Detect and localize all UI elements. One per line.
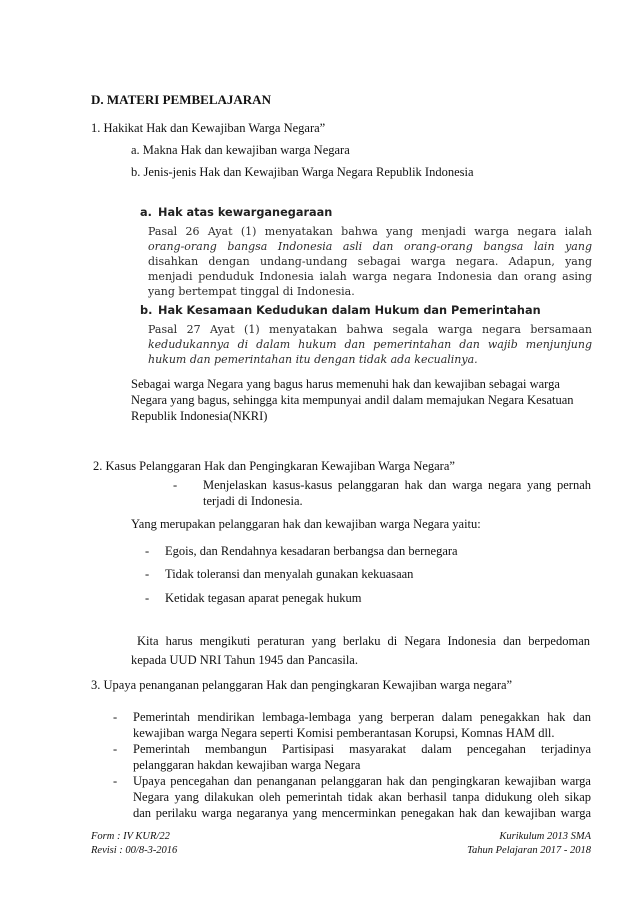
excerpt-b-title: Hak Kesamaan Kedudukan dalam Hukum dan Pemerintahan — [158, 304, 541, 317]
list-item — [91, 709, 591, 741]
footer-revisi: Revisi : 00/8-3-2016 — [91, 845, 178, 856]
list-dash: - — [113, 774, 118, 788]
excerpt-a-line: orang-orang bangsa Indonesia asli dan orang-orang bangsa lain yang — [148, 240, 592, 253]
item3-title: 3. Upaya penanganan pelanggaran Hak dan pengingkaran Kewajiban warga negara” — [91, 678, 513, 692]
list-item — [91, 741, 591, 773]
list-dash: - — [113, 710, 118, 724]
excerpt-a-line: menjadi penduduk Indonesia ialah warga negara Indonesia dan orang asing — [148, 270, 592, 283]
item2-title: 2. Kasus Pelanggaran Hak dan Pengingkaran Kewajiban Warga Negara” — [93, 459, 455, 473]
list-dash: - — [145, 567, 150, 581]
violation-item: Tidak toleransi dan menyalah gunakan kekuasaan — [165, 567, 414, 581]
list-dash: - — [113, 742, 118, 756]
item1-sub-a: a. Makna Hak dan kewajiban warga Negara — [131, 143, 350, 157]
violation-item: Ketidak tegasan aparat penegak hukum — [165, 591, 362, 605]
excerpt-a-marker: a. — [140, 206, 152, 219]
section-heading: D. MATERI PEMBELAJARAN — [91, 92, 271, 107]
conclusion-line2: kepada UUD NRI Tahun 1945 dan Pancasila. — [131, 653, 358, 667]
item1-sub-b: b. Jenis-jenis Hak dan Kewajiban Warga Negara Republik Indonesia — [131, 165, 474, 179]
paragraph-warga-negara — [131, 376, 601, 424]
list-dash: - — [145, 591, 150, 605]
list-dash: - — [145, 544, 150, 558]
list-item — [91, 773, 591, 821]
list-item-line: pelanggaran hakdan kewajiban warga Negara — [133, 758, 361, 772]
paragraph-line: Republik Indonesia(NKRI) — [131, 409, 268, 423]
item2-intro: Yang merupakan pelanggaran hak dan kewajiban warga Negara yaitu: — [131, 517, 481, 531]
excerpt-a-title: Hak atas kewarganegaraan — [158, 206, 333, 219]
list-item-line: Negara yang dilakukan oleh pemerintah tidak akan berhasil tanpa didukung oleh sikap — [133, 790, 591, 804]
item2-dash: - — [173, 478, 178, 492]
footer-tahun: Tahun Pelajaran 2017 - 2018 — [467, 845, 591, 856]
violation-item: Egois, dan Rendahnya kesadaran berbangsa dan bernegara — [165, 544, 458, 558]
excerpt-b-line: Pasal 27 Ayat (1) menyatakan bahwa segala warga negara bersamaan — [148, 323, 592, 336]
item2-bullet-line2: terjadi di Indonesia. — [203, 494, 303, 508]
footer-form: Form : IV KUR/22 — [91, 831, 170, 842]
list-item-line: Pemerintah mendirikan lembaga-lembaga yang berperan dalam penegakkan hak dan — [133, 710, 591, 724]
excerpt-a-line: yang bertempat tinggal di Indonesia. — [148, 285, 355, 298]
list-item-line: dan perilaku warga negaranya yang mencerminkan penegakan hak dan kewajiban warga — [133, 806, 591, 820]
footer-right — [467, 830, 591, 858]
excerpt-a-line: disahkan dengan undang-undang sebagai warga negara. Adapun, yang — [148, 255, 592, 268]
excerpt-a-line: Pasal 26 Ayat (1) menyatakan bahwa yang menjadi warga negara ialah — [148, 225, 592, 238]
item3-bullets — [91, 709, 591, 821]
excerpt-b-line: hukum dan pemerintahan itu dengan tidak ada kecualinya. — [148, 353, 478, 366]
paragraph-line: Sebagai warga Negara yang bagus harus memenuhi hak dan kewajiban sebagai warga — [131, 377, 560, 391]
item1-title: 1. Hakikat Hak dan Kewajiban Warga Negara” — [91, 121, 326, 135]
item2-bullet-line1: Menjelaskan kasus-kasus pelanggaran hak dan warga negara yang pernah — [203, 478, 591, 492]
excerpt-b-line: kedudukannya di dalam hukum dan pemerintahan dan wajib menjunjung — [148, 338, 592, 351]
paragraph-line: Negara yang bagus, sehingga kita mempunyai andil dalam memajukan Negara Kesatuan — [131, 393, 574, 407]
excerpt-a-body — [148, 224, 592, 299]
list-item-line: Upaya pencegahan dan penanganan pelanggaran hak dan pengingkaran kewajiban warga — [133, 774, 591, 788]
scanned-excerpt — [130, 200, 592, 366]
excerpt-b-marker: b. — [140, 304, 153, 317]
excerpt-b-body — [148, 322, 592, 367]
footer-left — [91, 830, 177, 858]
list-item-line: kewajiban warga Negara seperti Komisi pemberantasan Korupsi, Komnas HAM dll. — [133, 726, 555, 740]
list-item-line: Pemerintah membangun Partisipasi masyarakat dalam pencegahan terjadinya — [133, 742, 591, 756]
conclusion-line1: Kita harus mengikuti peraturan yang berlaku di Negara Indonesia dan berpedoman — [137, 634, 590, 648]
footer-kurikulum: Kurikulum 2013 SMA — [499, 831, 591, 842]
